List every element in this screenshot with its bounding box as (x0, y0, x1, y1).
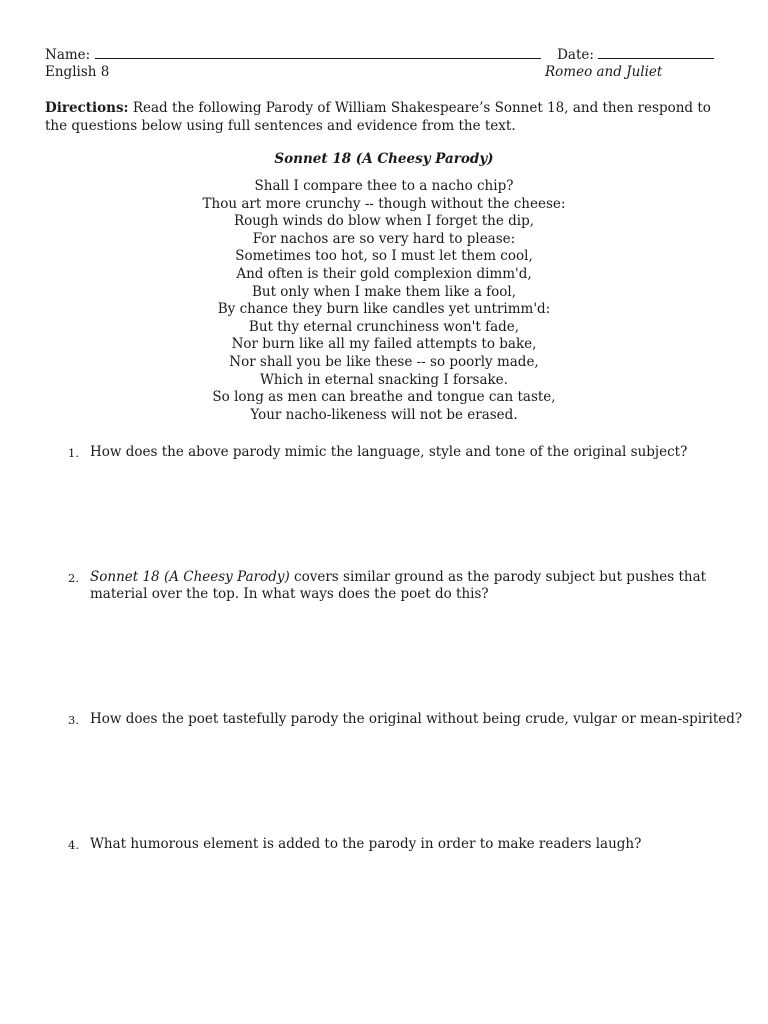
poem-line: But only when I make them like a fool, (251, 283, 517, 300)
poem-line: Shall I compare thee to a nacho chip? (254, 178, 514, 194)
directions-text: Read the following Parody of William Shakespeare’s Sonnet 18, and then respond to the questions below using full sentences and evidence from the text. (45, 100, 711, 134)
question-text: How does the above parody mimic the language, style and tone of the original subject? (90, 444, 688, 460)
poem-line: For nachos are so very hard to please: (252, 230, 516, 247)
header-name-date-row (45, 46, 714, 64)
name-blank-line (95, 46, 541, 59)
class-label: English 8 (45, 64, 110, 80)
poem-line: So long as men can breathe and tongue can taste, (212, 389, 556, 406)
question-italic-title: Sonnet 18 (A Cheesy Parody) (90, 569, 290, 585)
poem-line: Which in eternal snacking I forsake. (260, 371, 508, 388)
directions-colon: : (123, 100, 129, 116)
poem-title: Sonnet 18 (A Cheesy Parody) (274, 151, 494, 167)
question-number: 1. (68, 446, 79, 460)
question-number: 2. (68, 571, 79, 585)
question-4 (68, 836, 748, 853)
poem-line: Thou art more crunchy -- though without the cheese: (202, 195, 566, 212)
poem-body (0, 178, 768, 424)
name-label: Name: (45, 47, 91, 63)
poem-line: Your nacho-likeness will not be erased. (250, 406, 518, 423)
question-text: How does the poet tastefully parody the original without being crude, vulgar or mean-spirited? (90, 711, 743, 727)
question-3 (68, 711, 748, 728)
poem-line: Sometimes too hot, so I must let them cool, (235, 248, 533, 265)
question-number: 4. (68, 838, 79, 852)
question-number: 3. (68, 713, 79, 727)
question-text: What humorous element is added to the parody in order to make readers laugh? (90, 836, 642, 852)
poem-line: And often is their gold complexion dimm'd, (236, 265, 532, 282)
directions-paragraph (45, 99, 735, 135)
question-2 (68, 569, 748, 603)
poem-line: But thy eternal crunchiness won't fade, (248, 318, 520, 335)
directions-label: Directions (45, 100, 124, 116)
header-class-row (45, 64, 109, 81)
question-1 (68, 444, 748, 461)
question-text-body: covers similar ground as the parody subject but pushes that material over the top. In what ways does the poet do this? (90, 569, 707, 602)
unit-label: Romeo and Juliet (545, 64, 663, 80)
poem-line: By chance they burn like candles yet untrimm'd: (217, 301, 551, 318)
date-blank-line (598, 46, 714, 59)
poem-line: Nor burn like all my failed attempts to bake, (231, 336, 537, 353)
question-text (90, 569, 748, 603)
poem-line: Rough winds do blow when I forget the dip, (233, 213, 535, 230)
poem-line: Nor shall you be like these -- so poorly made, (229, 353, 539, 370)
date-label: Date: (557, 47, 594, 63)
